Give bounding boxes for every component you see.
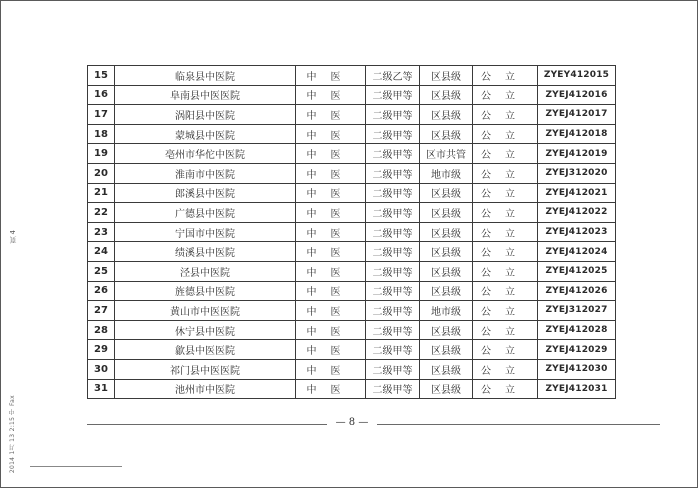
admin-level-cell: 区县级	[420, 242, 473, 262]
hospital-grade-cell: 二级甲等	[366, 320, 420, 340]
hospital-name-cell: 涡阳县中医院	[115, 105, 296, 125]
ownership-cell: 公立	[473, 144, 538, 164]
hospital-name-cell: 广德县中医院	[115, 203, 296, 223]
hospital-grade-cell: 二级甲等	[366, 281, 420, 301]
admin-level-cell: 区市共管	[420, 144, 473, 164]
hospital-code-cell: ZYEJ412019	[538, 144, 616, 164]
hospital-grade-cell: 二级乙等	[366, 66, 420, 86]
ownership-cell: 公立	[473, 242, 538, 262]
row-number-cell: 25	[88, 261, 115, 281]
table-row	[88, 261, 616, 281]
hospital-grade-cell: 二级甲等	[366, 144, 420, 164]
hospital-code-cell: ZYEJ412024	[538, 242, 616, 262]
ownership-cell: 公立	[473, 183, 538, 203]
hospital-name-cell: 宁国市中医院	[115, 222, 296, 242]
admin-level-cell: 区县级	[420, 320, 473, 340]
hospital-type-cell: 中医	[296, 85, 366, 105]
ownership-cell: 公立	[473, 163, 538, 183]
hospital-type-cell: 中医	[296, 261, 366, 281]
page-number: — 8 —	[327, 417, 377, 428]
row-number-cell: 29	[88, 340, 115, 360]
hospital-name-cell: 休宁县中医院	[115, 320, 296, 340]
page-rule-left	[87, 424, 327, 425]
table-row	[88, 281, 616, 301]
admin-level-cell: 区县级	[420, 281, 473, 301]
ownership-cell: 公立	[473, 359, 538, 379]
ownership-cell: 公立	[473, 340, 538, 360]
hospital-code-cell: ZYEJ412017	[538, 105, 616, 125]
hospital-name-cell: 绩溪县中医院	[115, 242, 296, 262]
hospital-type-cell: 中医	[296, 281, 366, 301]
hospital-code-cell: ZYEJ412029	[538, 340, 616, 360]
admin-level-cell: 区县级	[420, 261, 473, 281]
hospital-code-cell: ZYEJ412028	[538, 320, 616, 340]
hospital-grade-cell: 二级甲等	[366, 163, 420, 183]
hospital-grade-cell: 二级甲等	[366, 203, 420, 223]
table-row	[88, 144, 616, 164]
fax-header: 页 4	[9, 230, 17, 244]
table-body	[88, 66, 616, 399]
hospital-code-cell: ZYEY412015	[538, 66, 616, 86]
admin-level-cell: 地市级	[420, 301, 473, 321]
hospital-type-cell: 中医	[296, 203, 366, 223]
hospital-code-cell: ZYEJ412031	[538, 379, 616, 399]
hospital-code-cell: ZYEJ412026	[538, 281, 616, 301]
hospital-name-cell: 黄山市中医医院	[115, 301, 296, 321]
row-number-cell: 31	[88, 379, 115, 399]
row-number-cell: 20	[88, 163, 115, 183]
hospital-grade-cell: 二级甲等	[366, 242, 420, 262]
ownership-cell: 公立	[473, 281, 538, 301]
row-number-cell: 22	[88, 203, 115, 223]
admin-level-cell: 区县级	[420, 359, 473, 379]
hospital-name-cell: 池州市中医院	[115, 379, 296, 399]
table-row	[88, 340, 616, 360]
ownership-cell: 公立	[473, 320, 538, 340]
row-number-cell: 18	[88, 124, 115, 144]
table-row	[88, 66, 616, 86]
hospital-type-cell: 中医	[296, 163, 366, 183]
hospital-grade-cell: 二级甲等	[366, 340, 420, 360]
hospital-grade-cell: 二级甲等	[366, 359, 420, 379]
row-number-cell: 28	[88, 320, 115, 340]
hospital-grade-cell: 二级甲等	[366, 301, 420, 321]
page-rule-right	[377, 424, 660, 425]
hospital-code-cell: ZYEJ412023	[538, 222, 616, 242]
fax-footer: 2014 1月 13 2:15 中 Fax	[9, 395, 16, 474]
hospital-name-cell: 泾县中医院	[115, 261, 296, 281]
hospital-code-cell: ZYEJ412025	[538, 261, 616, 281]
hospital-type-cell: 中医	[296, 124, 366, 144]
table-row	[88, 124, 616, 144]
hospital-name-cell: 祁门县中医医院	[115, 359, 296, 379]
hospital-code-cell: ZYEJ412022	[538, 203, 616, 223]
ownership-cell: 公立	[473, 124, 538, 144]
admin-level-cell: 区县级	[420, 340, 473, 360]
table-row	[88, 301, 616, 321]
hospital-code-cell: ZYEJ412030	[538, 359, 616, 379]
hospital-type-cell: 中医	[296, 359, 366, 379]
table-row	[88, 85, 616, 105]
admin-level-cell: 区县级	[420, 66, 473, 86]
hospital-grade-cell: 二级甲等	[366, 222, 420, 242]
row-number-cell: 27	[88, 301, 115, 321]
admin-level-cell: 区县级	[420, 105, 473, 125]
hospital-name-cell: 蒙城县中医院	[115, 124, 296, 144]
hospital-type-cell: 中医	[296, 379, 366, 399]
hospital-grade-cell: 二级甲等	[366, 379, 420, 399]
ownership-cell: 公立	[473, 105, 538, 125]
hospital-grade-cell: 二级甲等	[366, 183, 420, 203]
admin-level-cell: 区县级	[420, 222, 473, 242]
row-number-cell: 16	[88, 85, 115, 105]
ownership-cell: 公立	[473, 301, 538, 321]
row-number-cell: 24	[88, 242, 115, 262]
table-row	[88, 183, 616, 203]
hospital-grade-cell: 二级甲等	[366, 261, 420, 281]
hospital-type-cell: 中医	[296, 340, 366, 360]
admin-level-cell: 区县级	[420, 203, 473, 223]
admin-level-cell: 地市级	[420, 163, 473, 183]
row-number-cell: 19	[88, 144, 115, 164]
hospital-grade-cell: 二级甲等	[366, 85, 420, 105]
ownership-cell: 公立	[473, 222, 538, 242]
hospital-name-cell: 亳州市华佗中医院	[115, 144, 296, 164]
hospital-name-cell: 郎溪县中医院	[115, 183, 296, 203]
row-number-cell: 23	[88, 222, 115, 242]
hospital-code-cell: ZYEJ312027	[538, 301, 616, 321]
hospital-table	[87, 65, 616, 399]
table-row	[88, 203, 616, 223]
ownership-cell: 公立	[473, 66, 538, 86]
row-number-cell: 21	[88, 183, 115, 203]
hospital-name-cell: 旌德县中医院	[115, 281, 296, 301]
hospital-code-cell: ZYEJ412018	[538, 124, 616, 144]
hospital-name-cell: 歙县中医医院	[115, 340, 296, 360]
ownership-cell: 公立	[473, 203, 538, 223]
table-row	[88, 379, 616, 399]
hospital-code-cell: ZYEJ412016	[538, 85, 616, 105]
hospital-name-cell: 临泉县中医院	[115, 66, 296, 86]
hospital-type-cell: 中医	[296, 183, 366, 203]
hospital-type-cell: 中医	[296, 144, 366, 164]
hospital-type-cell: 中医	[296, 222, 366, 242]
hospital-code-cell: ZYEJ412021	[538, 183, 616, 203]
ownership-cell: 公立	[473, 379, 538, 399]
hospital-name-cell: 阜南县中医医院	[115, 85, 296, 105]
hospital-type-cell: 中医	[296, 320, 366, 340]
row-number-cell: 30	[88, 359, 115, 379]
admin-level-cell: 区县级	[420, 379, 473, 399]
hospital-type-cell: 中医	[296, 66, 366, 86]
hospital-name-cell: 淮南市中医院	[115, 163, 296, 183]
hospital-grade-cell: 二级甲等	[366, 105, 420, 125]
row-number-cell: 17	[88, 105, 115, 125]
table-row	[88, 105, 616, 125]
ownership-cell: 公立	[473, 261, 538, 281]
bottom-mark	[30, 466, 122, 467]
hospital-type-cell: 中医	[296, 105, 366, 125]
ownership-cell: 公立	[473, 85, 538, 105]
row-number-cell: 26	[88, 281, 115, 301]
admin-level-cell: 区县级	[420, 183, 473, 203]
admin-level-cell: 区县级	[420, 124, 473, 144]
admin-level-cell: 区县级	[420, 85, 473, 105]
hospital-code-cell: ZYEJ312020	[538, 163, 616, 183]
hospital-grade-cell: 二级甲等	[366, 124, 420, 144]
table-row	[88, 163, 616, 183]
hospital-type-cell: 中医	[296, 301, 366, 321]
row-number-cell: 15	[88, 66, 115, 86]
table-row	[88, 242, 616, 262]
table-row	[88, 222, 616, 242]
table-row	[88, 359, 616, 379]
table-row	[88, 320, 616, 340]
hospital-type-cell: 中医	[296, 242, 366, 262]
